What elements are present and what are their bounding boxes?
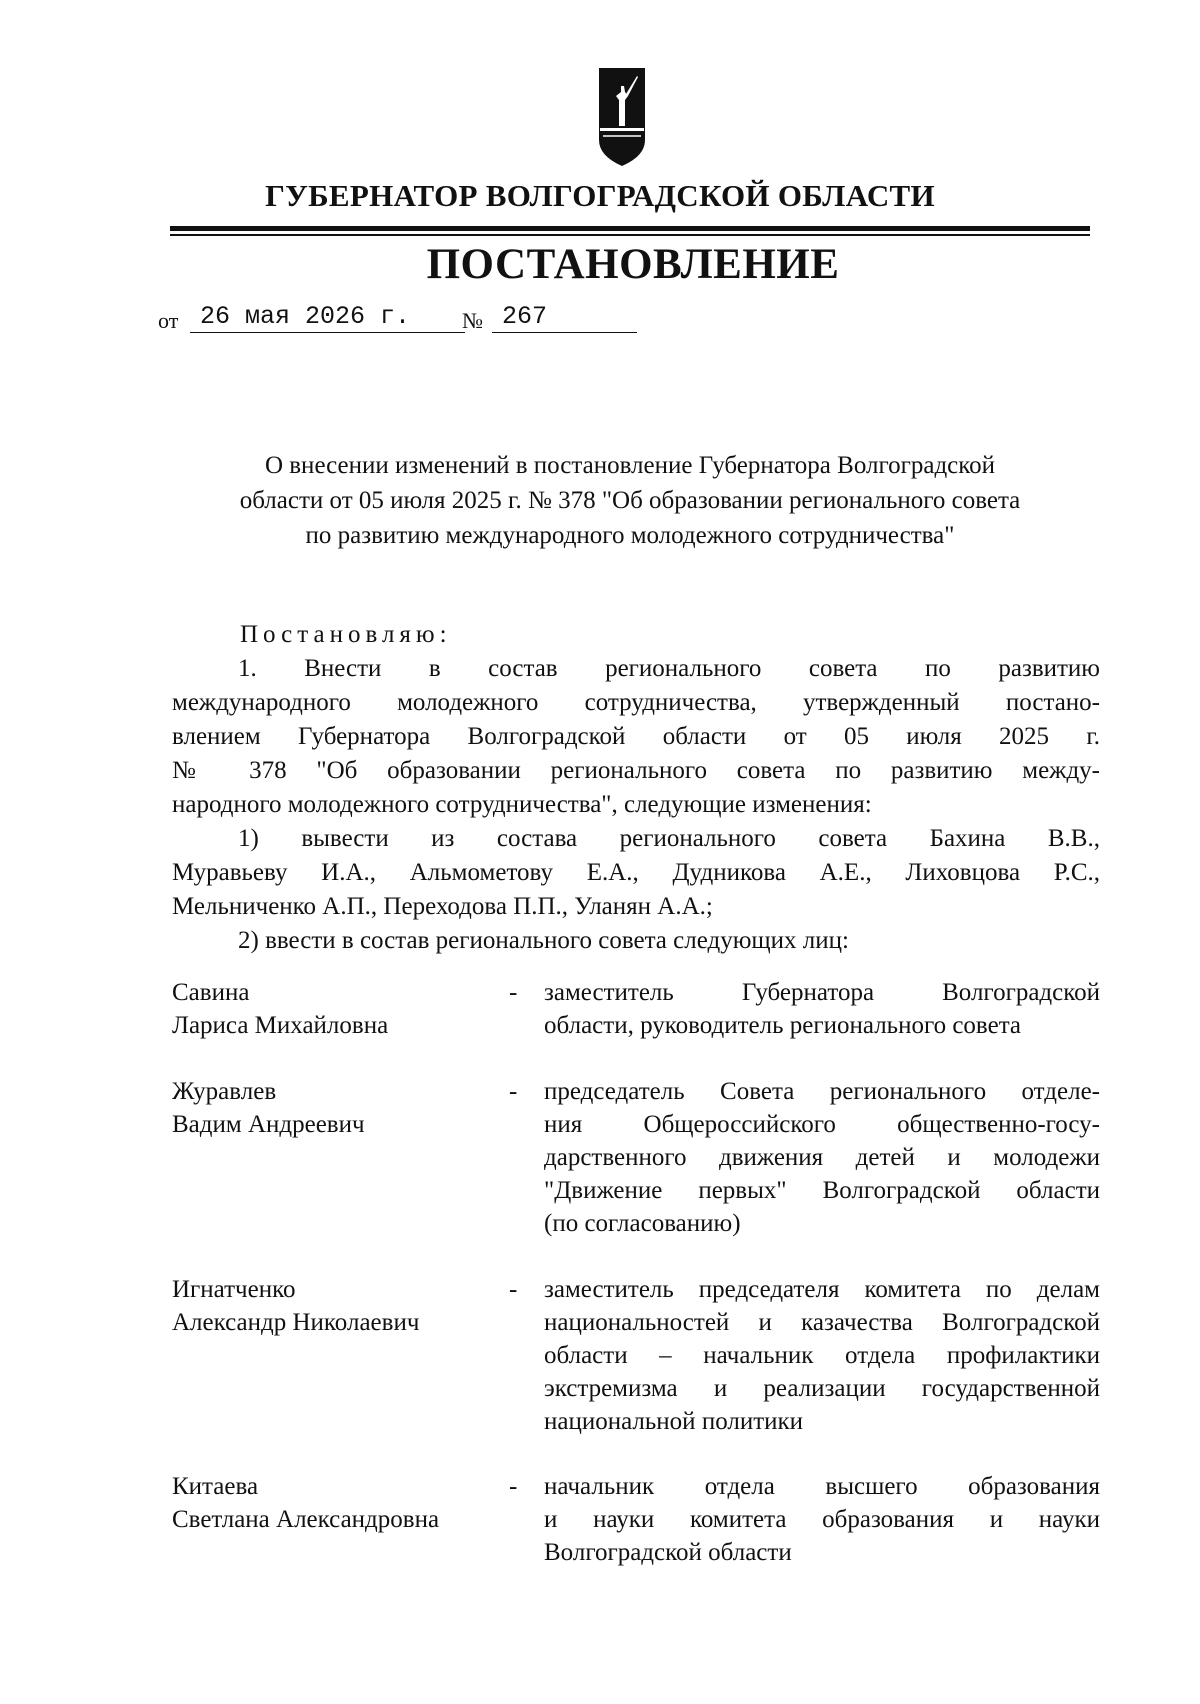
member-role-line: ния Общероссийского общественно-госу- <box>544 1111 1100 1138</box>
member-name <box>172 1273 502 1339</box>
member-role-line: начальник отдела высшего образования <box>544 1473 1100 1500</box>
document-type: ПОСТАНОВЛЕНИЕ <box>426 241 840 288</box>
body-paragraphs <box>172 618 1100 958</box>
member-name <box>172 1470 502 1536</box>
member-role <box>544 1273 1100 1438</box>
member-role-line: председатель Совета регионального отделе- <box>544 1078 1100 1105</box>
member-given-names: Светлана Александровна <box>172 1506 440 1533</box>
subject-line: области от 05 июля 2025 г. № 378 "Об образовании регионального совета <box>239 487 1021 514</box>
member-role-line: "Движение первых" Волгоградской области <box>544 1177 1100 1204</box>
header-rule-thin <box>170 234 1090 236</box>
member-role <box>544 1075 1100 1240</box>
member-dash: - <box>509 1473 518 1500</box>
member-name <box>172 976 502 1042</box>
header-rule-thick <box>170 226 1090 231</box>
member-role-line: экстремизма и реализации государственной <box>544 1375 1100 1402</box>
document-subject <box>160 448 1100 553</box>
member-name <box>172 1075 502 1141</box>
member-entry <box>172 1470 1100 1580</box>
paragraph-1-line: № 378 "Об образовании регионального совета по развитию между- <box>172 757 1100 784</box>
volgograd-coat-of-arms-icon <box>597 66 647 170</box>
member-given-names: Александр Николаевич <box>172 1309 420 1336</box>
member-dash: - <box>509 1276 518 1303</box>
member-role-line: заместитель председателя комитета по делам <box>544 1276 1100 1303</box>
member-role-line: национальностей и казачества Волгоградской <box>544 1309 1100 1336</box>
member-surname: Савина <box>172 979 250 1006</box>
member-role-line: национальной политики <box>544 1408 804 1435</box>
member-role-line: области, руководитель регионального совета <box>544 1012 1022 1039</box>
member-entry <box>172 1075 1100 1245</box>
document-number: 267 <box>492 302 637 333</box>
member-role <box>544 1470 1100 1569</box>
date-number-line <box>158 302 692 334</box>
member-role-line: и науки комитета образования и науки <box>544 1506 1100 1533</box>
document-date: 26 мая 2026 г. <box>190 302 465 333</box>
member-entry <box>172 1273 1100 1443</box>
member-surname: Игнатченко <box>172 1276 296 1303</box>
date-from-label: от <box>158 308 179 333</box>
member-entry <box>172 976 1100 1056</box>
member-role-line: дарственного движения детей и молодежи <box>544 1144 1100 1171</box>
number-label: № <box>462 308 483 333</box>
member-dash: - <box>509 979 518 1006</box>
member-role-line: заместитель Губернатора Волгоградской <box>544 979 1100 1006</box>
member-role <box>544 976 1100 1042</box>
paragraph-2-line: Мельниченко А.П., Переходова П.П., Уланян А.А.; <box>172 893 713 920</box>
paragraph-1-line: 1. Внести в состав регионального совета по развитию <box>238 655 1100 682</box>
paragraph-1-line: народного молодежного сотрудничества", следующие изменения: <box>172 791 872 818</box>
paragraph-3-line: 2) ввести в состав регионального совета следующих лиц: <box>238 927 849 954</box>
subject-line: О внесении изменений в постановление Губернатора Волгоградской <box>264 452 996 479</box>
member-surname: Китаева <box>172 1473 259 1500</box>
member-role-line: Волгоградской области <box>544 1539 792 1566</box>
member-role-line: области – начальник отдела профилактики <box>544 1342 1100 1369</box>
member-role-line: (по согласованию) <box>544 1210 741 1237</box>
paragraph-2-line: Муравьеву И.А., Альмометову Е.А., Дудникова А.Е., Лиховцова Р.С., <box>172 859 1100 886</box>
subject-line: по развитию международного молодежного сотрудничества" <box>305 522 955 549</box>
member-given-names: Лариса Михайловна <box>172 1012 389 1039</box>
paragraph-1-line: международного молодежного сотрудничества, утвержденный постано- <box>172 689 1100 716</box>
authority-title: ГУБЕРНАТОР ВОЛГОГРАДСКОЙ ОБЛАСТИ <box>265 178 935 213</box>
member-given-names: Вадим Андреевич <box>172 1111 365 1138</box>
resolve-word: Постановляю: <box>240 621 452 648</box>
member-dash: - <box>509 1078 518 1105</box>
paragraph-1-line: влением Губернатора Волгоградской области от 05 июля 2025 г. <box>172 723 1100 750</box>
paragraph-2-line: 1) вывести из состава регионального совета Бахина В.В., <box>238 825 1100 852</box>
member-surname: Журавлев <box>172 1078 277 1105</box>
